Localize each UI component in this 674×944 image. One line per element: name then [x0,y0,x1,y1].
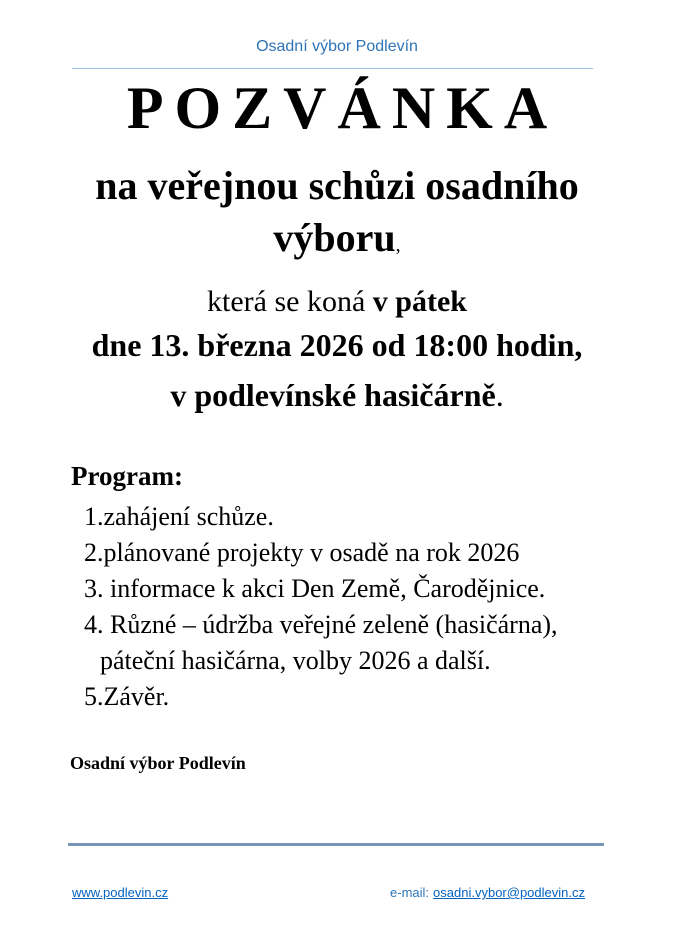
website-link[interactable]: www.podlevin.cz [72,885,169,900]
header-rule [72,68,593,69]
program-item-4: 4. Různé – údržba veřejné zeleně (hasičárna), [84,610,558,639]
program-item-3: 3. informace k akci Den Země, Čarodějnice. [84,574,546,603]
meeting-date-line: dne 13. března 2026 od 18:00 hodin, [91,327,583,363]
subtitle-line-1: na veřejnou schůzi osadního [95,163,579,208]
invitation-subtitle [0,160,674,271]
place-period: . [495,377,504,413]
invitation-title: POZVÁNKA [126,75,559,141]
page-footer [72,884,585,902]
page-header [0,0,674,58]
meeting-place-line: v podlevínské hasičárně. [170,377,504,413]
when-day-bold: v pátek [372,285,467,318]
subtitle-trailing-comma: , [395,234,401,256]
meeting-when-line [0,285,674,319]
email-link[interactable]: osadni.vybor@podlevin.cz [433,885,585,900]
program-item-4-continuation: páteční hasičárna, volby 2026 a další. [100,646,491,675]
email-label: e-mail: [390,885,430,900]
program-item-1: 1.zahájení schůze. [84,502,274,531]
footer-rule [68,843,604,846]
header-org-name: Osadní výbor Podlevín [256,38,418,55]
program-list [84,499,674,715]
program-heading: Program: [71,461,183,491]
email-group [390,884,585,902]
signature: Osadní výbor Podlevín [70,753,246,773]
when-prefix: která se koná [207,285,373,318]
subtitle-line-2: výboru, [273,215,401,260]
program-item-5: 5.Závěr. [84,682,170,711]
program-item-2: 2.plánované projekty v osadě na rok 2026 [84,538,520,567]
